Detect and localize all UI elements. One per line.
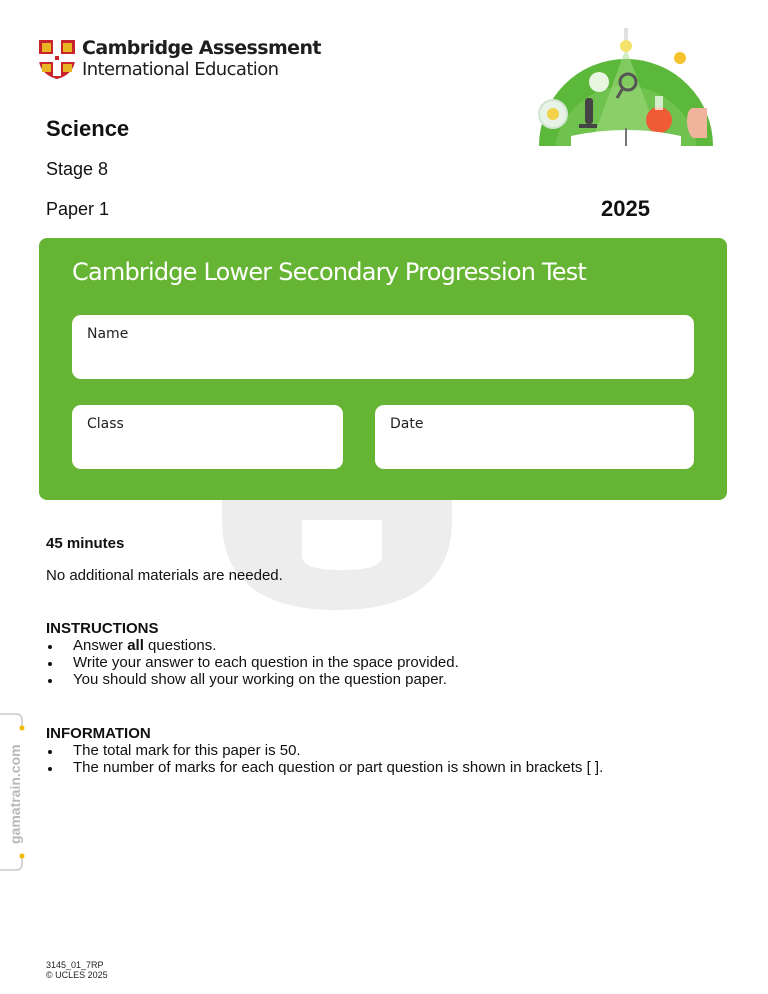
university-crest-icon bbox=[38, 39, 76, 79]
instruction-item bbox=[46, 637, 459, 654]
paper-code: 3145_01_7RP bbox=[46, 960, 104, 970]
gamatrain-side-tab bbox=[0, 712, 26, 872]
instruction-item: Write your answer to each question in the space provided. bbox=[46, 654, 459, 671]
duration-text: 45 minutes bbox=[46, 535, 125, 552]
instruction-text: questions. bbox=[143, 637, 217, 654]
instruction-text: Answer bbox=[73, 637, 128, 654]
year-label: 2025 bbox=[601, 196, 650, 221]
subject-title: Science bbox=[46, 116, 130, 141]
instruction-emphasis: all bbox=[127, 637, 144, 654]
stage-label: Stage 8 bbox=[46, 159, 109, 179]
logo-line2: International Education bbox=[82, 59, 279, 80]
information-heading: INFORMATION bbox=[46, 725, 151, 742]
instructions-heading: INSTRUCTIONS bbox=[46, 620, 159, 637]
materials-text: No additional materials are needed. bbox=[46, 567, 283, 584]
information-item: The number of marks for each question or part question is shown in brackets [ ]. bbox=[46, 759, 603, 776]
copyright: © UCLES 2025 bbox=[46, 970, 108, 980]
information-section bbox=[46, 725, 603, 776]
information-item: The total mark for this paper is 50. bbox=[46, 742, 603, 759]
instruction-item: You should show all your working on the question paper. bbox=[46, 671, 459, 688]
instructions-section bbox=[46, 620, 459, 688]
logo-line1: Cambridge Assessment bbox=[82, 37, 321, 59]
paper-label: Paper 1 bbox=[46, 199, 110, 219]
name-field-label: Name bbox=[87, 326, 129, 342]
cover-box bbox=[39, 238, 727, 500]
date-field-label: Date bbox=[390, 416, 424, 432]
test-title: Cambridge Lower Secondary Progression Test bbox=[72, 258, 587, 286]
class-field[interactable] bbox=[72, 405, 343, 469]
class-field-label: Class bbox=[87, 416, 124, 432]
cambridge-logo bbox=[38, 38, 321, 80]
footer bbox=[46, 960, 108, 980]
date-field[interactable] bbox=[375, 405, 694, 469]
name-field[interactable] bbox=[72, 315, 694, 379]
science-hero-illustration-icon bbox=[535, 20, 717, 146]
side-tab-text: gamatrain.com bbox=[7, 744, 23, 844]
